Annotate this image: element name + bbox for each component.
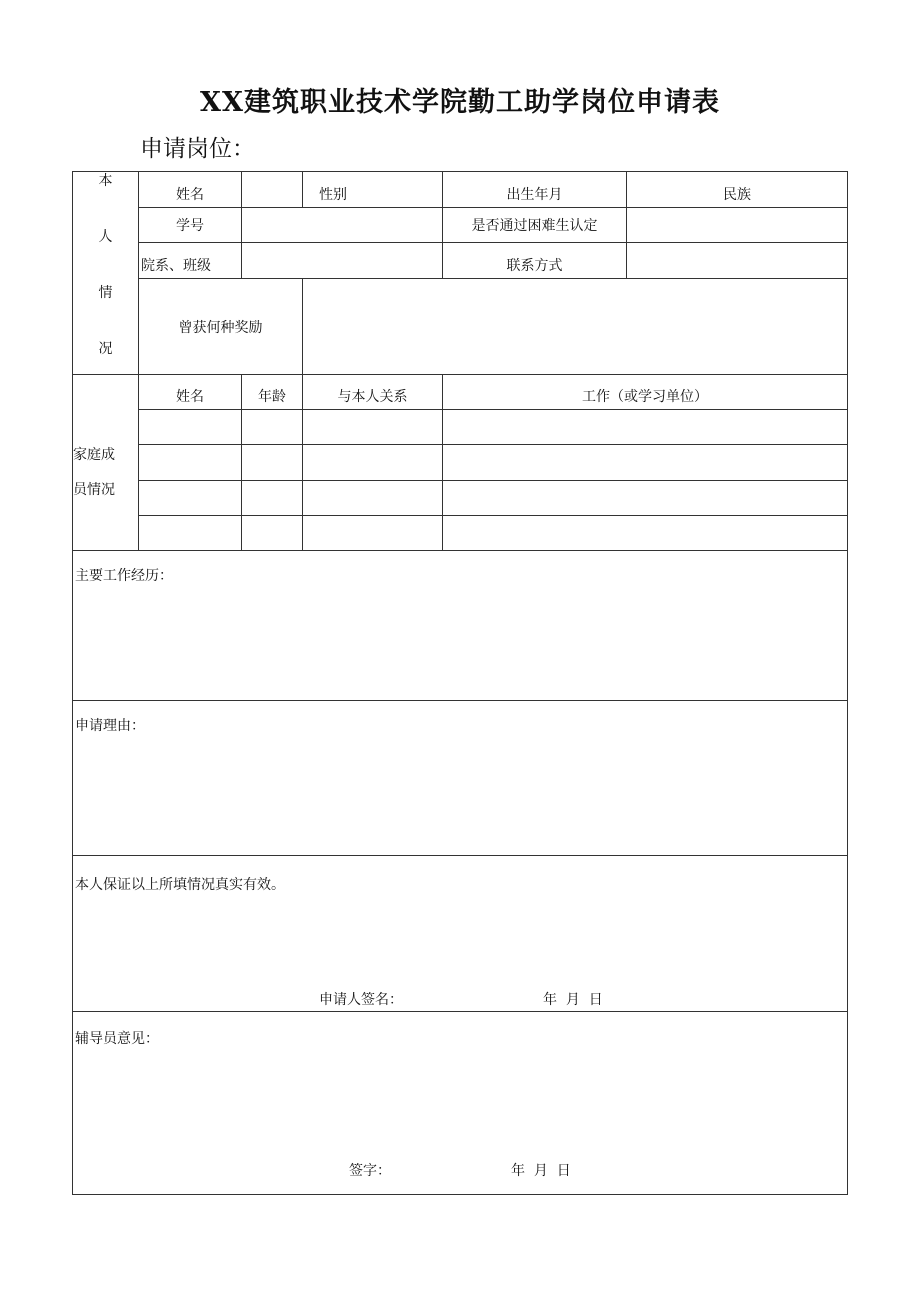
student-id-field[interactable]: [242, 208, 443, 243]
work-experience-section[interactable]: [73, 551, 848, 701]
family-age-field[interactable]: [242, 516, 303, 551]
dept-class-field[interactable]: [242, 243, 443, 279]
family-col-age: 年龄: [242, 375, 303, 410]
personal-section-label: [73, 172, 139, 375]
personal-char-4: 况: [98, 341, 113, 357]
family-age-field[interactable]: [242, 481, 303, 516]
awards-field[interactable]: [303, 279, 848, 375]
declaration-text: 本人保证以上所填情况真实有效。: [75, 877, 285, 893]
form-title: XX建筑职业技术学院勤工助学岗位申请表: [200, 87, 720, 118]
contact-field[interactable]: [627, 243, 848, 279]
family-col-relation: 与本人关系: [303, 375, 443, 410]
family-row: [73, 481, 848, 516]
dept-class-label: 院系、班级: [139, 243, 242, 279]
family-label-line1: 家庭成: [73, 446, 115, 463]
hardship-label: 是否通过困难生认定: [443, 208, 627, 243]
contact-label: 联系方式: [443, 243, 627, 279]
family-name-field[interactable]: [139, 445, 242, 481]
hardship-field[interactable]: [627, 208, 848, 243]
family-col-name: 姓名: [139, 375, 242, 410]
name-label: 姓名: [139, 172, 242, 208]
counselor-signature-label[interactable]: 签字：: [349, 1163, 391, 1179]
family-age-field[interactable]: [242, 445, 303, 481]
ethnicity-label: 民族: [627, 172, 848, 208]
reason-label: 申请理由：: [75, 718, 145, 734]
family-name-field[interactable]: [139, 410, 242, 445]
family-work-field[interactable]: [443, 481, 848, 516]
family-col-work: 工作（或学习单位）: [443, 375, 848, 410]
family-name-field[interactable]: [139, 481, 242, 516]
family-work-field[interactable]: [443, 516, 848, 551]
family-label-line2: 员情况: [73, 481, 115, 498]
family-work-field[interactable]: [443, 445, 848, 481]
family-section-label: [73, 375, 139, 551]
name-field[interactable]: [242, 172, 303, 208]
applicant-signature-label[interactable]: 申请人签名：: [319, 992, 403, 1008]
counselor-date-label[interactable]: 年 月 日: [511, 1163, 571, 1179]
birth-label: 出生年月: [443, 172, 627, 208]
counselor-label: 辅导员意见：: [75, 1031, 159, 1047]
family-row: [73, 516, 848, 551]
declaration-section: [73, 856, 848, 1012]
family-relation-field[interactable]: [303, 445, 443, 481]
family-relation-field[interactable]: [303, 410, 443, 445]
family-row: [73, 410, 848, 445]
personal-char-2: 人: [98, 229, 113, 245]
applied-position-label: 申请岗位：: [140, 136, 255, 162]
counselor-section[interactable]: [73, 1012, 848, 1195]
family-relation-field[interactable]: [303, 516, 443, 551]
family-work-field[interactable]: [443, 410, 848, 445]
family-age-field[interactable]: [242, 410, 303, 445]
family-row: [73, 445, 848, 481]
family-name-field[interactable]: [139, 516, 242, 551]
family-relation-field[interactable]: [303, 481, 443, 516]
work-experience-label: 主要工作经历：: [75, 568, 173, 584]
application-form-table: [72, 171, 848, 1195]
gender-label: 性别: [303, 172, 443, 208]
reason-section[interactable]: [73, 701, 848, 856]
personal-char-1: 本: [98, 173, 113, 189]
applicant-date-label[interactable]: 年 月 日: [543, 992, 603, 1008]
personal-char-3: 情: [98, 285, 113, 301]
awards-label: 曾获何种奖励: [139, 279, 303, 375]
student-id-label: 学号: [139, 208, 242, 243]
